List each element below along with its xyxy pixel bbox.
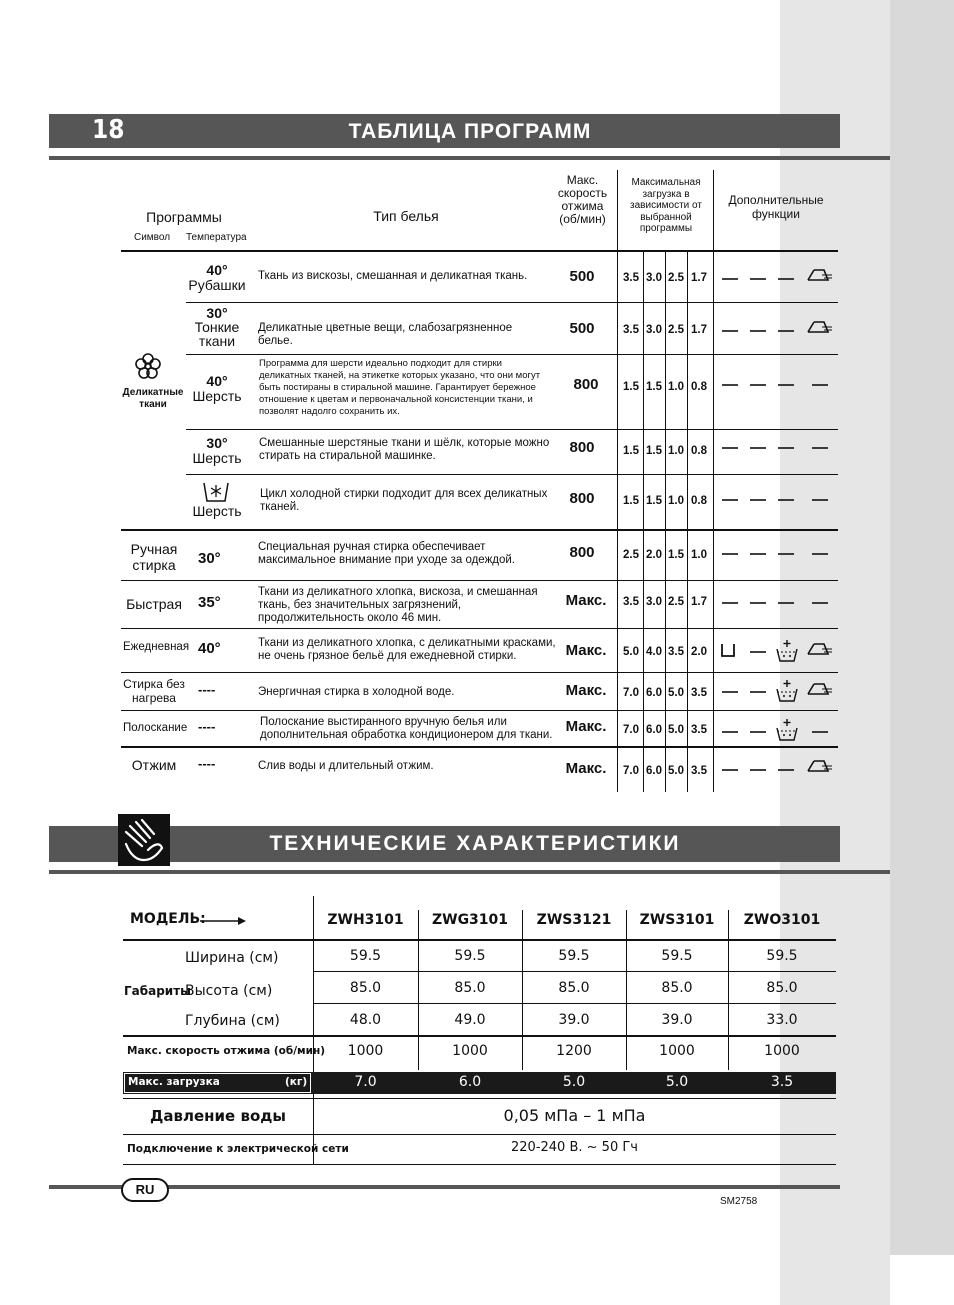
desc-line: Смешанные шерстяные ткани и шёлк, которые можно [259,437,550,449]
height-value: 85.0 [349,980,382,996]
language-badge: RU [121,1178,169,1202]
load-value: 1.5 [646,495,662,507]
header-max-speed-line: скорость [557,186,608,200]
program-label: Быстрая [126,596,182,612]
header-max-load-line: зависимости от [630,200,702,211]
program-temp: 30° [206,305,228,321]
program-speed: 800 [569,544,595,561]
load-value: 1.5 [623,381,639,393]
load-value: 3.5 [623,596,639,608]
height-label: Высота (см) [185,983,273,999]
height-value: 85.0 [454,980,486,996]
load-value: 1.7 [691,272,707,284]
load-value: 1.5 [646,381,662,393]
spin-value: 1000 [659,1043,695,1059]
width-value: 59.5 [558,948,590,964]
model-name: ZWO3101 [743,912,821,928]
load-value: 3.5 [691,765,707,777]
desc-line: Специальная ручная стирка обеспечивает [258,541,486,553]
load-value: 5.0 [668,724,684,736]
pressure-value: 0,05 мПа – 1 мПа [503,1106,646,1125]
model-name: ZWH3101 [327,912,404,928]
program-speed: Макс. [565,760,607,777]
header-max-speed-line: (об/мин) [559,212,606,226]
load-value: 0.8 [691,381,707,393]
program-temp: 30° [198,550,221,567]
desc-line: деликатных тканей, на этикетке которых указано, что они могут [259,370,541,381]
delicates-label-line: Деликатные [122,387,184,398]
load-value: 5.0 [623,646,639,658]
header-max-load-line: загрузка в [642,188,690,200]
program-speed: Макс. [565,718,607,735]
program-label: Шерсть [192,388,242,404]
program-label: Шерсть [192,503,242,519]
header-max-speed-line: Макс. [566,173,599,187]
load-value: 7.0 [623,765,639,777]
load-value: 3.5 [623,324,639,336]
load-value: 3.5 [668,646,684,658]
load-value: 5.0 [668,687,684,699]
load-value: 3.0 [646,596,662,608]
load-value: 1.7 [691,324,707,336]
program-temp: ---- [198,756,216,771]
depth-value: 39.0 [661,1012,693,1028]
width-value: 59.5 [766,948,798,964]
program-label: Рубашки [188,277,246,293]
load-value: 3.5 [691,687,707,699]
load-value: 2.5 [623,549,639,561]
program-temp: 40° [206,373,228,389]
arrow-right-icon [200,915,248,927]
program-temp: ---- [198,682,216,697]
spin-value: 1000 [347,1043,384,1059]
model-label: МОДЕЛЬ: [130,911,206,927]
spin-value: 1000 [764,1043,800,1059]
load-value: 4.0 [646,646,662,658]
header-max-load-line: выбранной [640,211,692,223]
load-value: 0.8 [691,495,707,507]
load-value: 1.5 [623,495,639,507]
program-label: Отжим [131,757,177,773]
depth-value: 33.0 [766,1012,798,1028]
program-speed: 500 [569,320,595,337]
load-value: 1.0 [668,445,684,457]
header-max-load-line: Максимальная [631,177,701,188]
desc-line: Ткани из деликатного хлопка, с деликатными красками, [258,637,556,649]
delicates-label-line: ткани [139,399,167,410]
load-value: 3.5 [623,272,639,284]
desc-line: позволят надолго сохранить их. [259,406,400,417]
document-id: SM2758 [720,1196,758,1207]
header-max-speed-line: отжима [561,199,604,213]
depth-value: 48.0 [349,1012,382,1028]
load-value: 2.5 [668,596,684,608]
desc-line: не очень грязное бельё для ежедневной стирки. [258,650,517,662]
page-number: 18 [92,115,125,145]
header-extra-functions-line: Дополнительные [728,193,824,207]
row-divider [123,1164,836,1165]
row-divider [123,1098,836,1099]
row-divider [313,1003,836,1004]
load-value: 2.0 [646,549,662,561]
load-value: 2.0 [691,646,707,658]
program-label: нагрева [132,691,176,705]
program-speed: Макс. [565,642,607,659]
program-label: Ручная [130,541,178,557]
load-value: 3.5 [691,724,707,736]
header-programs: Программы [146,209,222,225]
model-name: ZWS3101 [639,912,715,928]
pressure-label: Давление воды [150,1107,286,1125]
desc-line: Ткань из вискозы, смешанная и деликатная ткань. [258,270,528,282]
desc-line: тканей. [260,501,300,513]
load-value: 7.0 [623,724,639,736]
header-symbol: Символ [134,232,171,243]
load-value: 6.0 [646,724,662,736]
load-value: 3.0 [646,324,662,336]
row-divider [123,939,836,941]
width-label: Ширина (см) [185,950,279,966]
model-name: ZWS3121 [536,912,612,928]
program-label: Тонкие [194,319,240,335]
height-value: 85.0 [766,980,798,996]
program-speed: 800 [573,376,599,393]
depth-value: 49.0 [454,1012,486,1028]
load-value: 6.0 [646,687,662,699]
spin-value: 1000 [452,1043,488,1059]
program-temp: 30° [206,435,228,451]
power-label: Подключение к электрической сети [127,1143,349,1155]
row-divider [313,971,836,972]
load-value: 1.7 [691,596,707,608]
program-temp: 40° [206,262,228,278]
load-value: 1.5 [668,549,684,561]
program-temp: 40° [198,640,221,657]
tech-section-title: ТЕХНИЧЕСКИЕ ХАРАКТЕРИСТИКИ [269,832,681,855]
load-value: 5.0 [665,1074,689,1090]
program-label: стирка [132,557,176,573]
desc-line: быть постираны в стиральной машине. Гарантирует бережное [259,382,536,393]
depth-value: 39.0 [558,1012,590,1028]
desc-line: Ткани из деликатного хлопка, вискоза, и смешанная [258,586,538,598]
load-value: 1.0 [691,549,707,561]
load-value: 1.5 [623,445,639,457]
load-value: 7.0 [623,687,639,699]
program-temp: 35° [198,594,221,611]
row-divider [123,1134,836,1135]
model-name: ZWG3101 [431,912,509,928]
load-value: 1.0 [668,495,684,507]
spin-value: 1200 [556,1043,592,1059]
width-value: 59.5 [454,948,486,964]
load-value: 6.0 [458,1074,482,1090]
load-value: 5.0 [668,765,684,777]
desc-line: Слив воды и длительный отжим. [258,760,434,772]
desc-line: стирать на стиральной машинке. [259,450,436,462]
program-label: Полоскание [123,722,188,734]
desc-line: ткань, без значительных загрязнений, [258,599,462,611]
load-value: 6.0 [646,765,662,777]
width-value: 59.5 [661,948,693,964]
desc-line: Программа для шерсти идеально подходит для стирки [259,358,502,369]
header-extra-functions-line: функции [752,207,800,221]
program-temp: ---- [198,719,216,734]
desc-line: отношение к цветам и первоначальной консистенции ткани, и [259,394,533,405]
programs-section-title: ТАБЛИЦА ПРОГРАММ [348,120,592,143]
load-value: 2.5 [668,272,684,284]
program-label: Стирка без [123,677,185,691]
load-value: 1.0 [668,381,684,393]
height-value: 85.0 [558,980,590,996]
depth-label: Глубина (см) [185,1013,280,1029]
dimensions-label: Габариты [124,984,192,998]
desc-line: дополнительная обработка кондиционером для ткани. [260,729,553,741]
program-speed: 800 [569,490,595,507]
width-value: 59.5 [349,948,382,964]
header-temperature: Температура [186,232,247,243]
desc-line: Цикл холодной стирки подходит для всех деликатных [260,488,548,500]
load-value: 1.5 [646,445,662,457]
desc-line: Полоскание выстиранного вручную белья или [260,716,507,728]
program-speed: 800 [569,439,595,456]
load-value: 0.8 [691,445,707,457]
desc-line: Энергичная стирка в холодной воде. [258,686,455,698]
load-label: Макс. загрузка [128,1076,220,1088]
program-speed: Макс. [565,682,607,699]
load-value: 2.5 [668,324,684,336]
header-fabric-type: Тип белья [373,208,439,224]
load-value: 7.0 [354,1074,377,1090]
desc-line: Деликатные цветные вещи, слабозагрязненное белье. [258,322,513,347]
row-divider [123,1035,836,1037]
load-unit: (кг) [285,1076,308,1088]
height-value: 85.0 [661,980,693,996]
program-label: Ежедневная [123,641,190,653]
spin-label: Макс. скорость отжима (об/мин) [127,1045,326,1057]
program-label: ткани [198,333,236,349]
load-value: 3.0 [646,272,662,284]
program-speed: 500 [569,268,595,285]
program-speed: Макс. [565,592,607,609]
desc-line: продолжительность около 46 мин. [258,612,442,624]
header-max-load-line: программы [639,223,693,234]
load-value: 5.0 [562,1074,586,1090]
desc-line: максимальное внимание при уходе за одеждой. [258,554,515,566]
program-label: Шерсть [192,450,242,466]
load-value: 3.5 [770,1074,794,1090]
power-value: 220-240 В. ~ 50 Гч [511,1140,638,1155]
